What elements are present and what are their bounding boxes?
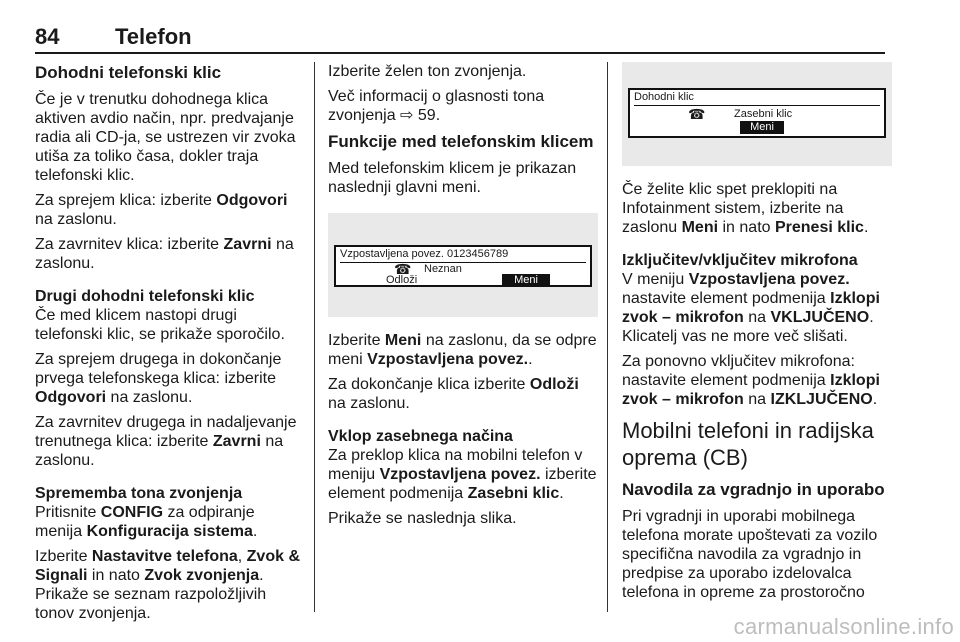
screen-figure-call <box>328 213 598 317</box>
paragraph: Če želite klic spet preklopiti na Infotainment sistem, izberite na zaslonu Meni in nato Prenesi klic. <box>622 181 869 236</box>
page-header <box>35 20 885 54</box>
display-title: Dohodni klic <box>634 91 694 103</box>
phone-icon: ☎ <box>394 261 412 277</box>
display-divider <box>634 105 880 106</box>
hangup-button[interactable]: Odloži <box>386 274 418 286</box>
caller-name: Neznan <box>424 263 462 275</box>
display-divider <box>340 262 586 263</box>
paragraph: Za preklop klica na mobilni telefon v meniju Vzpostavljena povez. izberite element podmenija Zasebni klic. <box>328 447 597 502</box>
paragraph: Izberite Meni na zaslonu, da se odpre meni Vzpostavljena povez.. <box>328 332 597 368</box>
column-divider <box>607 62 608 612</box>
column-divider <box>314 62 315 612</box>
paragraph: Za sprejem klica: izberite Odgovori na zaslonu. <box>35 192 288 228</box>
paragraph: Več informacij o glasnosti tona zvonjenja ⇨ 59. <box>328 88 545 124</box>
paragraph: Med telefonskim klicem je prikazan naslednji glavni meni. <box>328 160 577 196</box>
arrow-ref-icon: ⇨ <box>400 107 414 124</box>
paragraph: Za ponovno vključitev mikrofona: nastavite element podmenija Izklopi zvok – mikrofon na IZKLJUČENO. <box>622 353 880 408</box>
paragraph: Prikaže se naslednja slika. <box>328 510 517 527</box>
chapter-heading: Mobilni telefoni in radijska oprema (CB) <box>622 418 874 470</box>
paragraph: Izberite Nastavitve telefona, Zvok & Signali in nato Zvok zvonjenja. Prikaže se seznam razpoložljivih tonov zvonjenja. <box>35 548 300 622</box>
paragraph: V meniju Vzpostavljena povez. nastavite element podmenija Izklopi zvok – mikrofon na VKLJUČENO. Klicatelj vas ne more več slišati. <box>622 271 880 345</box>
column-2 <box>328 62 598 534</box>
column-1 <box>35 62 300 629</box>
paragraph: Za sprejem drugega in dokončanje prvega telefonskega klica: izberite Odgovori na zaslonu. <box>35 351 282 406</box>
subheading: Sprememba tona zvonjenja <box>35 485 243 502</box>
display-panel <box>628 88 886 138</box>
paragraph: Pritisnite CONFIG za odpiranje menija Konfiguracija sistema. <box>35 504 258 540</box>
paragraph: Za zavrnitev drugega in nadaljevanje trenutnega klica: izberite Zavrni na zaslonu. <box>35 414 297 469</box>
paragraph: Če je v trenutku dohodnega klica aktiven avdio način, npr. predvajanje radia ali CD-ja, se ustrezen vir zvoka utiša za toliko časa, dokler traja telefonski klic. <box>35 91 296 184</box>
paragraph: Če med klicem nastopi drugi telefonski klic, se prikaže sporočilo. <box>35 307 285 343</box>
section-heading: Funkcije med telefonskim klicem <box>328 132 594 151</box>
menu-button[interactable]: Meni <box>502 274 550 287</box>
paragraph: Za dokončanje klica izberite Odloži na zaslonu. <box>328 376 579 412</box>
subheading: Vklop zasebnega načina <box>328 428 513 445</box>
paragraph: Izberite želen ton zvonjenja. <box>328 63 527 80</box>
page-number: 84 <box>35 24 60 49</box>
subheading: Izključitev/vključitev mikrofona <box>622 252 858 269</box>
menu-button[interactable]: Meni <box>740 121 784 134</box>
subheading: Drugi dohodni telefonski klic <box>35 288 255 305</box>
paragraph: Za zavrnitev klica: izberite Zavrni na zaslonu. <box>35 236 294 272</box>
page-title: Telefon <box>115 24 192 49</box>
screen-figure-private <box>622 62 892 166</box>
phone-icon: ☎ <box>688 106 706 122</box>
display-panel <box>334 245 592 287</box>
section-heading: Navodila za vgradnjo in uporabo <box>622 480 885 499</box>
paragraph: Pri vgradnji in uporabi mobilnega telefona morate upoštevati za vozilo specifična navodila za vgradnjo in predpise za uporabo izdelovalca telefona in opreme za prostoročno <box>622 508 878 601</box>
section-heading: Dohodni telefonski klic <box>35 63 222 82</box>
private-call-label: Zasebni klic <box>734 108 793 120</box>
display-title: Vzpostavljena povez. 0123456789 <box>340 248 509 260</box>
watermark: carmanualsonline.info <box>733 614 954 639</box>
column-3 <box>622 62 892 608</box>
